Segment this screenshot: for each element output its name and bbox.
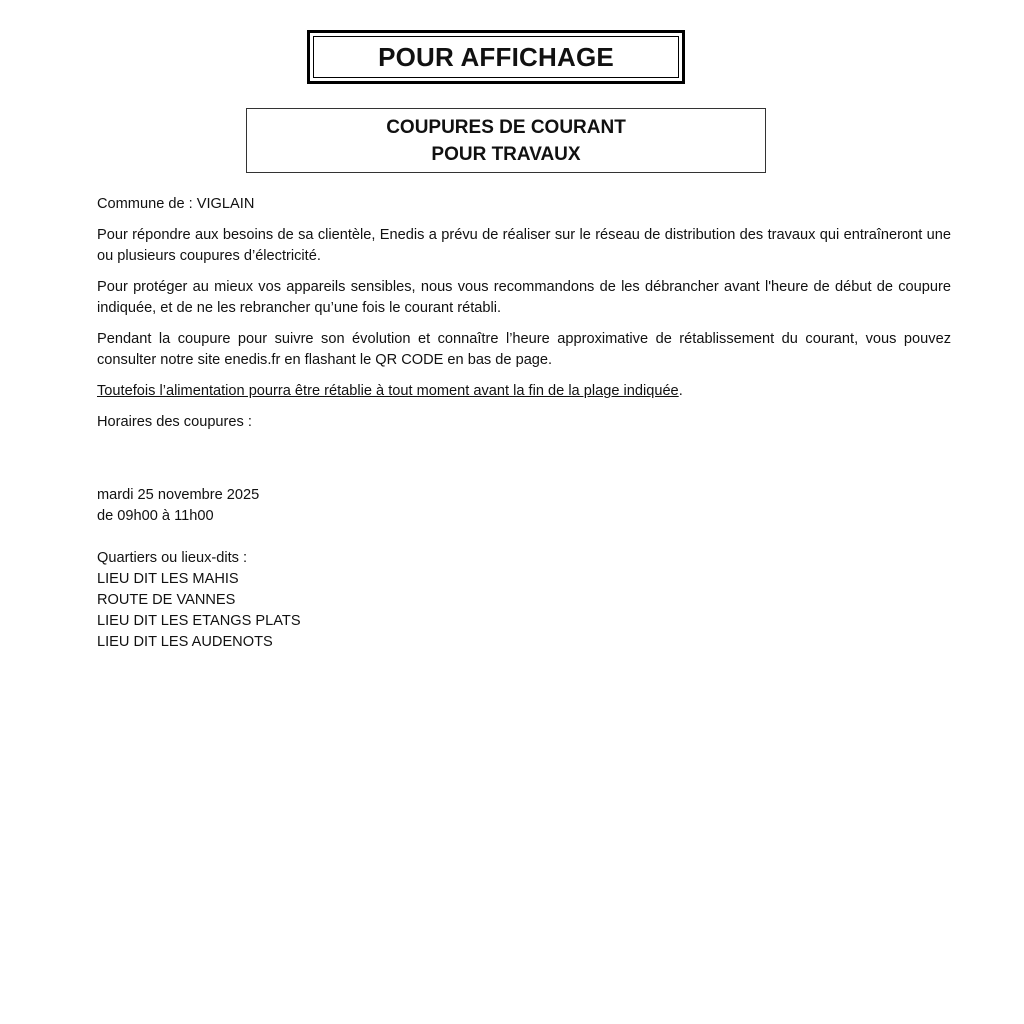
schedule-label: Horaires des coupures : — [97, 414, 252, 430]
notice-body — [97, 194, 951, 653]
schedule-block — [97, 485, 951, 527]
display-banner — [307, 30, 685, 84]
locations-block — [97, 548, 951, 653]
location-item: LIEU DIT LES MAHIS — [97, 571, 239, 587]
warning-paragraph — [97, 381, 951, 402]
locations-label: Quartiers ou lieux-dits : — [97, 550, 248, 566]
notice-title-line-1: COUPURES DE COURANT — [386, 116, 626, 138]
warning-text: Toutefois l’alimentation pourra être rétablie à tout moment avant la fin de la plage indiquée — [97, 383, 679, 399]
commune-line: Commune de : VIGLAIN — [97, 196, 255, 212]
location-item: LIEU DIT LES AUDENOTS — [97, 634, 273, 650]
location-item: LIEU DIT LES ETANGS PLATS — [97, 613, 301, 629]
advice-paragraph: Pour protéger au mieux vos appareils sensibles, nous vous recommandons de les débrancher avant l'heure de début de coupure indiquée, et de ne les rebrancher qu’une fois le courant rétabli. — [97, 279, 951, 316]
warning-period: . — [678, 383, 683, 399]
outage-time: de 09h00 à 11h00 — [97, 508, 214, 524]
outage-date: mardi 25 novembre 2025 — [97, 487, 260, 503]
notice-title-line-2: POUR TRAVAUX — [431, 143, 581, 165]
location-item: ROUTE DE VANNES — [97, 592, 236, 608]
notice-title-box — [246, 108, 766, 173]
intro-paragraph: Pour répondre aux besoins de sa clientèle, Enedis a prévu de réaliser sur le réseau de distribution des travaux qui entraîneront une ou plusieurs coupures d’électricité. — [97, 227, 951, 264]
tracking-paragraph: Pendant la coupure pour suivre son évolution et connaître l’heure approximative de rétablissement du courant, vous pouvez consulter notre site enedis.fr en flashant le QR CODE en bas de page. — [97, 331, 951, 368]
banner-title: POUR AFFICHAGE — [313, 36, 679, 78]
